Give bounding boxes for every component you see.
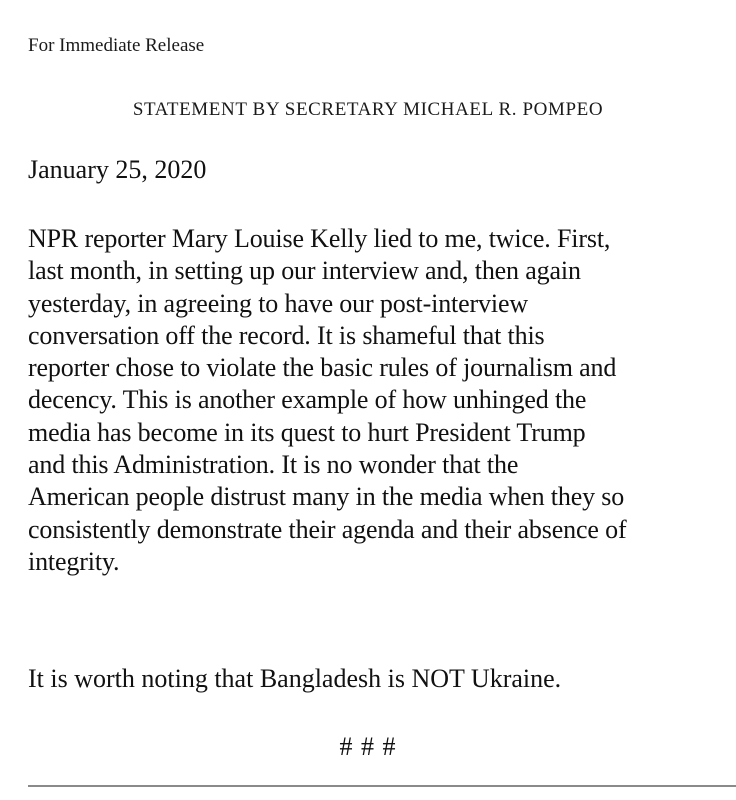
body-line: media has become in its quest to hurt President Trump [28, 417, 586, 447]
statement-title: STATEMENT BY SECRETARY MICHAEL R. POMPEO [132, 99, 604, 120]
body-line: American people distrust many in the media when they so [28, 482, 625, 512]
end-mark: # # # [339, 732, 397, 761]
body-line: decency. This is another example of how unhinged the [28, 385, 587, 415]
statement-body-paragraph [28, 223, 734, 578]
body-line: consistently demonstrate their agenda and their absence of [28, 514, 627, 544]
bottom-divider [28, 785, 736, 787]
release-label: For Immediate Release [28, 35, 205, 56]
statement-note: It is worth noting that Bangladesh is NOT Ukraine. [28, 664, 562, 693]
statement-date: January 25, 2020 [28, 155, 207, 184]
body-line: integrity. [28, 546, 120, 576]
body-line: NPR reporter Mary Louise Kelly lied to me, twice. First, [28, 224, 611, 253]
body-line: reporter chose to violate the basic rules of journalism and [28, 353, 617, 383]
body-line: yesterday, in agreeing to have our post-interview [28, 288, 528, 318]
body-line: last month, in setting up our interview and, then again [28, 256, 581, 286]
body-line: conversation off the record. It is shameful that this [28, 320, 545, 350]
body-line: and this Administration. It is no wonder that the [28, 450, 519, 480]
